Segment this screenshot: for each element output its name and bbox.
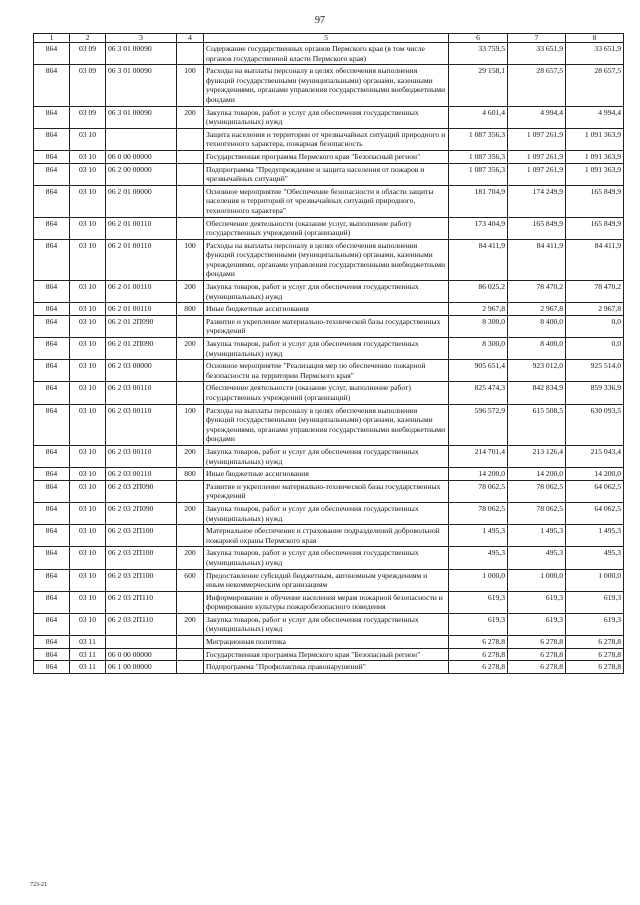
section-code-cell: 03 10 (70, 338, 106, 360)
target-article-cell: 06 3 01 00090 (106, 43, 177, 65)
amount-2022-cell: 8 300,0 (449, 338, 508, 360)
table-row (34, 547, 624, 569)
expense-type-cell: 100 (177, 239, 204, 280)
expense-type-cell: 200 (177, 106, 204, 128)
expense-type-cell (177, 150, 204, 163)
amount-2024-cell: 619,3 (566, 591, 624, 613)
section-code-cell: 03 10 (70, 217, 106, 239)
amount-2024-cell: 165 849,9 (566, 217, 624, 239)
target-article-cell: 06 0 00 00000 (106, 648, 177, 661)
section-code-cell: 03 10 (70, 468, 106, 481)
expense-type-cell: 100 (177, 404, 204, 445)
table-row (34, 303, 624, 316)
target-article-cell: 06 2 03 00000 (106, 360, 177, 382)
amount-2023-cell: 842 834,9 (508, 382, 566, 404)
section-code-cell: 03 10 (70, 303, 106, 316)
table-row (34, 648, 624, 661)
amount-2024-cell: 64 062,5 (566, 480, 624, 502)
expense-type-cell: 200 (177, 338, 204, 360)
ministry-code-cell: 864 (34, 445, 70, 467)
expense-type-cell (177, 315, 204, 337)
ministry-code-cell: 864 (34, 128, 70, 150)
amount-2024-cell: 0,0 (566, 338, 624, 360)
table-row (34, 315, 624, 337)
header-cell: 7 (508, 34, 566, 43)
description-cell: Обеспечение деятельности (оказание услуг, выполнение работ) государственных учреждений (организаций) (204, 217, 449, 239)
amount-2023-cell: 165 849,9 (508, 217, 566, 239)
amount-2022-cell: 596 572,9 (449, 404, 508, 445)
amount-2022-cell: 825 474,3 (449, 382, 508, 404)
description-cell: Закупка товаров, работ и услуг для обеспечения государственных (муниципальных) нужд (204, 613, 449, 635)
amount-2023-cell: 28 657,5 (508, 65, 566, 106)
section-code-cell: 03 11 (70, 661, 106, 674)
target-article-cell: 06 0 00 00000 (106, 150, 177, 163)
amount-2024-cell: 6 278,8 (566, 636, 624, 649)
section-code-cell: 03 10 (70, 163, 106, 185)
amount-2022-cell: 78 062,5 (449, 502, 508, 524)
target-article-cell: 06 2 03 2П100 (106, 569, 177, 591)
table-row (34, 661, 624, 674)
section-code-cell: 03 11 (70, 648, 106, 661)
header-cell: 5 (204, 34, 449, 43)
target-article-cell: 06 3 01 00090 (106, 106, 177, 128)
amount-2022-cell: 1 087 356,3 (449, 163, 508, 185)
expense-type-cell: 200 (177, 502, 204, 524)
description-cell: Закупка товаров, работ и услуг для обеспечения государственных (муниципальных) нужд (204, 502, 449, 524)
amount-2023-cell: 2 967,8 (508, 303, 566, 316)
expense-type-cell: 200 (177, 445, 204, 467)
expense-type-cell: 200 (177, 613, 204, 635)
amount-2022-cell: 14 200,0 (449, 468, 508, 481)
target-article-cell (106, 128, 177, 150)
amount-2022-cell: 1 000,0 (449, 569, 508, 591)
amount-2023-cell: 6 278,8 (508, 648, 566, 661)
ministry-code-cell: 864 (34, 43, 70, 65)
amount-2023-cell: 1 000,0 (508, 569, 566, 591)
ministry-code-cell: 864 (34, 613, 70, 635)
table-row (34, 636, 624, 649)
ministry-code-cell: 864 (34, 569, 70, 591)
description-cell: Основное мероприятие "Реализация мер по обеспечению пожарной безопасности на территории Пермского края" (204, 360, 449, 382)
ministry-code-cell: 864 (34, 404, 70, 445)
amount-2024-cell: 859 336,9 (566, 382, 624, 404)
amount-2022-cell: 2 967,8 (449, 303, 508, 316)
description-cell: Иные бюджетные ассигнования (204, 468, 449, 481)
amount-2023-cell: 8 400,0 (508, 315, 566, 337)
description-cell: Расходы на выплаты персоналу в целях обеспечения выполнения функций государственными (муниципальными) органами, казенными учреждениями, органами управления государственными внебюджетными фондами (204, 239, 449, 280)
target-article-cell: 06 2 01 00110 (106, 281, 177, 303)
target-article-cell (106, 636, 177, 649)
ministry-code-cell: 864 (34, 636, 70, 649)
table-row (34, 525, 624, 547)
section-code-cell: 03 10 (70, 315, 106, 337)
table-row (34, 128, 624, 150)
amount-2022-cell: 619,3 (449, 613, 508, 635)
description-cell: Информирование и обучение населения мерам пожарной безопасности и формирование культуры пожаробезопасного поведения (204, 591, 449, 613)
ministry-code-cell: 864 (34, 281, 70, 303)
amount-2024-cell: 1 091 363,9 (566, 163, 624, 185)
ministry-code-cell: 864 (34, 525, 70, 547)
section-code-cell: 03 09 (70, 106, 106, 128)
amount-2023-cell: 1 097 261,9 (508, 163, 566, 185)
amount-2024-cell: 1 091 363,9 (566, 128, 624, 150)
description-cell: Закупка товаров, работ и услуг для обеспечения государственных (муниципальных) нужд (204, 338, 449, 360)
table-row (34, 445, 624, 467)
description-cell: Защита населения и территории от чрезвычайных ситуаций природного и техногенного характера, пожарная безопасность (204, 128, 449, 150)
table-body (34, 43, 624, 674)
section-code-cell: 03 10 (70, 185, 106, 217)
amount-2023-cell: 4 994,4 (508, 106, 566, 128)
header-cell: 2 (70, 34, 106, 43)
amount-2024-cell: 4 994,4 (566, 106, 624, 128)
description-cell: Миграционная политика (204, 636, 449, 649)
amount-2022-cell: 8 300,0 (449, 315, 508, 337)
header-cell: 6 (449, 34, 508, 43)
target-article-cell: 06 1 00 00000 (106, 661, 177, 674)
description-cell: Расходы на выплаты персоналу в целях обеспечения выполнения функций государственными (муниципальными) органами, казенными учреждениями, органами управления государственными внебюджетными фондами (204, 65, 449, 106)
amount-2022-cell: 1 087 356,3 (449, 150, 508, 163)
amount-2024-cell: 6 278,8 (566, 661, 624, 674)
target-article-cell: 06 2 01 2П090 (106, 338, 177, 360)
table-row (34, 382, 624, 404)
amount-2023-cell: 84 411,9 (508, 239, 566, 280)
expense-type-cell: 800 (177, 468, 204, 481)
amount-2022-cell: 495,3 (449, 547, 508, 569)
amount-2022-cell: 1 495,3 (449, 525, 508, 547)
target-article-cell: 06 2 01 00110 (106, 239, 177, 280)
target-article-cell: 06 2 01 00110 (106, 217, 177, 239)
target-article-cell: 06 2 03 00110 (106, 382, 177, 404)
expense-type-cell (177, 43, 204, 65)
section-code-cell: 03 10 (70, 569, 106, 591)
amount-2023-cell: 1 097 261,9 (508, 128, 566, 150)
description-cell: Закупка товаров, работ и услуг для обеспечения государственных (муниципальных) нужд (204, 106, 449, 128)
expense-type-cell: 600 (177, 569, 204, 591)
header-cell: 1 (34, 34, 70, 43)
amount-2023-cell: 14 200,0 (508, 468, 566, 481)
target-article-cell: 06 2 03 2П090 (106, 502, 177, 524)
table-row (34, 217, 624, 239)
section-code-cell: 03 10 (70, 613, 106, 635)
description-cell: Развитие и укрепление материально-технической базы государственных учреждений (204, 315, 449, 337)
amount-2023-cell: 78 062,5 (508, 480, 566, 502)
ministry-code-cell: 864 (34, 106, 70, 128)
ministry-code-cell: 864 (34, 65, 70, 106)
target-article-cell: 06 2 01 00110 (106, 303, 177, 316)
table-row (34, 163, 624, 185)
amount-2024-cell: 1 091 363,9 (566, 150, 624, 163)
table-row (34, 185, 624, 217)
description-cell: Основное мероприятие "Обеспечение безопасности в области защиты населения и территорий от чрезвычайных ситуаций природного, техногенного характера" (204, 185, 449, 217)
amount-2024-cell: 33 651,9 (566, 43, 624, 65)
table-row (34, 404, 624, 445)
amount-2023-cell: 615 508,5 (508, 404, 566, 445)
expense-type-cell (177, 185, 204, 217)
ministry-code-cell: 864 (34, 547, 70, 569)
ministry-code-cell: 864 (34, 303, 70, 316)
amount-2022-cell: 214 701,4 (449, 445, 508, 467)
ministry-code-cell: 864 (34, 468, 70, 481)
amount-2024-cell: 2 967,8 (566, 303, 624, 316)
expense-type-cell (177, 636, 204, 649)
amount-2023-cell: 495,3 (508, 547, 566, 569)
section-code-cell: 03 10 (70, 382, 106, 404)
section-code-cell: 03 10 (70, 547, 106, 569)
table-row (34, 106, 624, 128)
ministry-code-cell: 864 (34, 163, 70, 185)
ministry-code-cell: 864 (34, 150, 70, 163)
amount-2024-cell: 14 200,0 (566, 468, 624, 481)
expense-type-cell (177, 128, 204, 150)
ministry-code-cell: 864 (34, 315, 70, 337)
amount-2024-cell: 1 000,0 (566, 569, 624, 591)
table-row (34, 480, 624, 502)
expense-type-cell (177, 591, 204, 613)
table-row (34, 613, 624, 635)
amount-2023-cell: 1 495,3 (508, 525, 566, 547)
description-cell: Предоставление субсидий бюджетным, автономным учреждениям и иным некоммерческим организациям (204, 569, 449, 591)
expense-type-cell (177, 661, 204, 674)
amount-2024-cell: 1 495,3 (566, 525, 624, 547)
description-cell: Материальное обеспечение и страхование подразделений добровольной пожарной охраны Пермского края (204, 525, 449, 547)
ministry-code-cell: 864 (34, 480, 70, 502)
header-cell: 8 (566, 34, 624, 43)
section-code-cell: 03 09 (70, 65, 106, 106)
description-cell: Подпрограмма "Профилактика правонарушений" (204, 661, 449, 674)
ministry-code-cell: 864 (34, 591, 70, 613)
section-code-cell: 03 10 (70, 480, 106, 502)
expense-type-cell (177, 360, 204, 382)
target-article-cell: 06 2 03 2П090 (106, 480, 177, 502)
description-cell: Содержание государственных органов Пермского края (в том числе органов государственной власти Пермского края) (204, 43, 449, 65)
description-cell: Закупка товаров, работ и услуг для обеспечения государственных (муниципальных) нужд (204, 547, 449, 569)
amount-2024-cell: 630 093,5 (566, 404, 624, 445)
table-row (34, 43, 624, 65)
table-row (34, 591, 624, 613)
amount-2024-cell: 165 849,9 (566, 185, 624, 217)
header-cell: 3 (106, 34, 177, 43)
amount-2023-cell: 78 062,5 (508, 502, 566, 524)
ministry-code-cell: 864 (34, 217, 70, 239)
amount-2024-cell: 6 278,8 (566, 648, 624, 661)
header-row (34, 34, 624, 43)
expense-type-cell: 100 (177, 65, 204, 106)
budget-table (33, 33, 624, 674)
target-article-cell: 06 2 03 2П110 (106, 591, 177, 613)
amount-2024-cell: 495,3 (566, 547, 624, 569)
amount-2024-cell: 78 470,2 (566, 281, 624, 303)
amount-2022-cell: 905 651,4 (449, 360, 508, 382)
description-cell: Подпрограмма "Предупреждение и защита населения от пожаров и чрезвычайных ситуаций" (204, 163, 449, 185)
amount-2023-cell: 33 651,9 (508, 43, 566, 65)
amount-2022-cell: 619,3 (449, 591, 508, 613)
section-code-cell: 03 10 (70, 150, 106, 163)
ministry-code-cell: 864 (34, 648, 70, 661)
amount-2022-cell: 29 158,1 (449, 65, 508, 106)
amount-2023-cell: 923 012,0 (508, 360, 566, 382)
target-article-cell: 06 2 03 00110 (106, 404, 177, 445)
expense-type-cell (177, 480, 204, 502)
amount-2023-cell: 1 097 261,9 (508, 150, 566, 163)
table-row (34, 150, 624, 163)
description-cell: Обеспечение деятельности (оказание услуг, выполнение работ) государственных учреждений (организаций) (204, 382, 449, 404)
expense-type-cell (177, 648, 204, 661)
table-row (34, 468, 624, 481)
description-cell: Закупка товаров, работ и услуг для обеспечения государственных (муниципальных) нужд (204, 281, 449, 303)
target-article-cell: 06 2 01 00000 (106, 185, 177, 217)
section-code-cell: 03 10 (70, 128, 106, 150)
description-cell: Развитие и укрепление материально-технической базы государственных учреждений (204, 480, 449, 502)
target-article-cell: 06 2 03 00110 (106, 445, 177, 467)
amount-2022-cell: 173 404,9 (449, 217, 508, 239)
header-cell: 4 (177, 34, 204, 43)
ministry-code-cell: 864 (34, 502, 70, 524)
amount-2023-cell: 619,3 (508, 591, 566, 613)
amount-2022-cell: 1 087 356,3 (449, 128, 508, 150)
section-code-cell: 03 10 (70, 239, 106, 280)
section-code-cell: 03 10 (70, 404, 106, 445)
description-cell: Закупка товаров, работ и услуг для обеспечения государственных (муниципальных) нужд (204, 445, 449, 467)
description-cell: Иные бюджетные ассигнования (204, 303, 449, 316)
amount-2022-cell: 33 759,5 (449, 43, 508, 65)
amount-2022-cell: 78 062,5 (449, 480, 508, 502)
ministry-code-cell: 864 (34, 185, 70, 217)
amount-2023-cell: 8 400,0 (508, 338, 566, 360)
ministry-code-cell: 864 (34, 338, 70, 360)
footer-code: 723-21 (30, 882, 47, 888)
amount-2022-cell: 6 278,8 (449, 636, 508, 649)
amount-2024-cell: 619,3 (566, 613, 624, 635)
ministry-code-cell: 864 (34, 382, 70, 404)
amount-2022-cell: 86 025,2 (449, 281, 508, 303)
amount-2023-cell: 6 278,8 (508, 661, 566, 674)
section-code-cell: 03 11 (70, 636, 106, 649)
table-row (34, 281, 624, 303)
expense-type-cell: 200 (177, 281, 204, 303)
amount-2023-cell: 619,3 (508, 613, 566, 635)
target-article-cell: 06 2 03 00110 (106, 468, 177, 481)
amount-2022-cell: 6 278,8 (449, 648, 508, 661)
ministry-code-cell: 864 (34, 661, 70, 674)
amount-2024-cell: 28 657,5 (566, 65, 624, 106)
amount-2023-cell: 213 126,4 (508, 445, 566, 467)
amount-2024-cell: 925 514,0 (566, 360, 624, 382)
amount-2024-cell: 0,0 (566, 315, 624, 337)
target-article-cell: 06 2 00 00000 (106, 163, 177, 185)
target-article-cell: 06 2 03 2П110 (106, 613, 177, 635)
section-code-cell: 03 10 (70, 281, 106, 303)
section-code-cell: 03 10 (70, 591, 106, 613)
amount-2023-cell: 78 470,2 (508, 281, 566, 303)
amount-2022-cell: 84 411,9 (449, 239, 508, 280)
ministry-code-cell: 864 (34, 360, 70, 382)
expense-type-cell: 200 (177, 547, 204, 569)
expense-type-cell: 800 (177, 303, 204, 316)
amount-2022-cell: 6 278,8 (449, 661, 508, 674)
page-number: 97 (315, 15, 325, 26)
section-code-cell: 03 10 (70, 445, 106, 467)
section-code-cell: 03 10 (70, 525, 106, 547)
amount-2024-cell: 64 062,5 (566, 502, 624, 524)
target-article-cell: 06 2 03 2П100 (106, 525, 177, 547)
target-article-cell: 06 3 01 00090 (106, 65, 177, 106)
expense-type-cell (177, 525, 204, 547)
description-cell: Государственная программа Пермского края "Безопасный регион" (204, 150, 449, 163)
amount-2022-cell: 4 601,4 (449, 106, 508, 128)
description-cell: Расходы на выплаты персоналу в целях обеспечения выполнения функций государственными (муниципальными) органами, казенными учреждениями, органами управления государственными внебюджетными фондами (204, 404, 449, 445)
section-code-cell: 03 10 (70, 360, 106, 382)
amount-2023-cell: 174 249,9 (508, 185, 566, 217)
table-row (34, 65, 624, 106)
description-cell: Государственная программа Пермского края "Безопасный регион" (204, 648, 449, 661)
expense-type-cell (177, 163, 204, 185)
table-row (34, 360, 624, 382)
expense-type-cell (177, 217, 204, 239)
table-row (34, 569, 624, 591)
amount-2022-cell: 181 704,9 (449, 185, 508, 217)
ministry-code-cell: 864 (34, 239, 70, 280)
target-article-cell: 06 2 03 2П100 (106, 547, 177, 569)
target-article-cell: 06 2 01 2П090 (106, 315, 177, 337)
amount-2024-cell: 84 411,9 (566, 239, 624, 280)
table-row (34, 338, 624, 360)
section-code-cell: 03 09 (70, 43, 106, 65)
expense-type-cell (177, 382, 204, 404)
section-code-cell: 03 10 (70, 502, 106, 524)
amount-2024-cell: 215 043,4 (566, 445, 624, 467)
table-row (34, 239, 624, 280)
table-row (34, 502, 624, 524)
amount-2023-cell: 6 278,8 (508, 636, 566, 649)
